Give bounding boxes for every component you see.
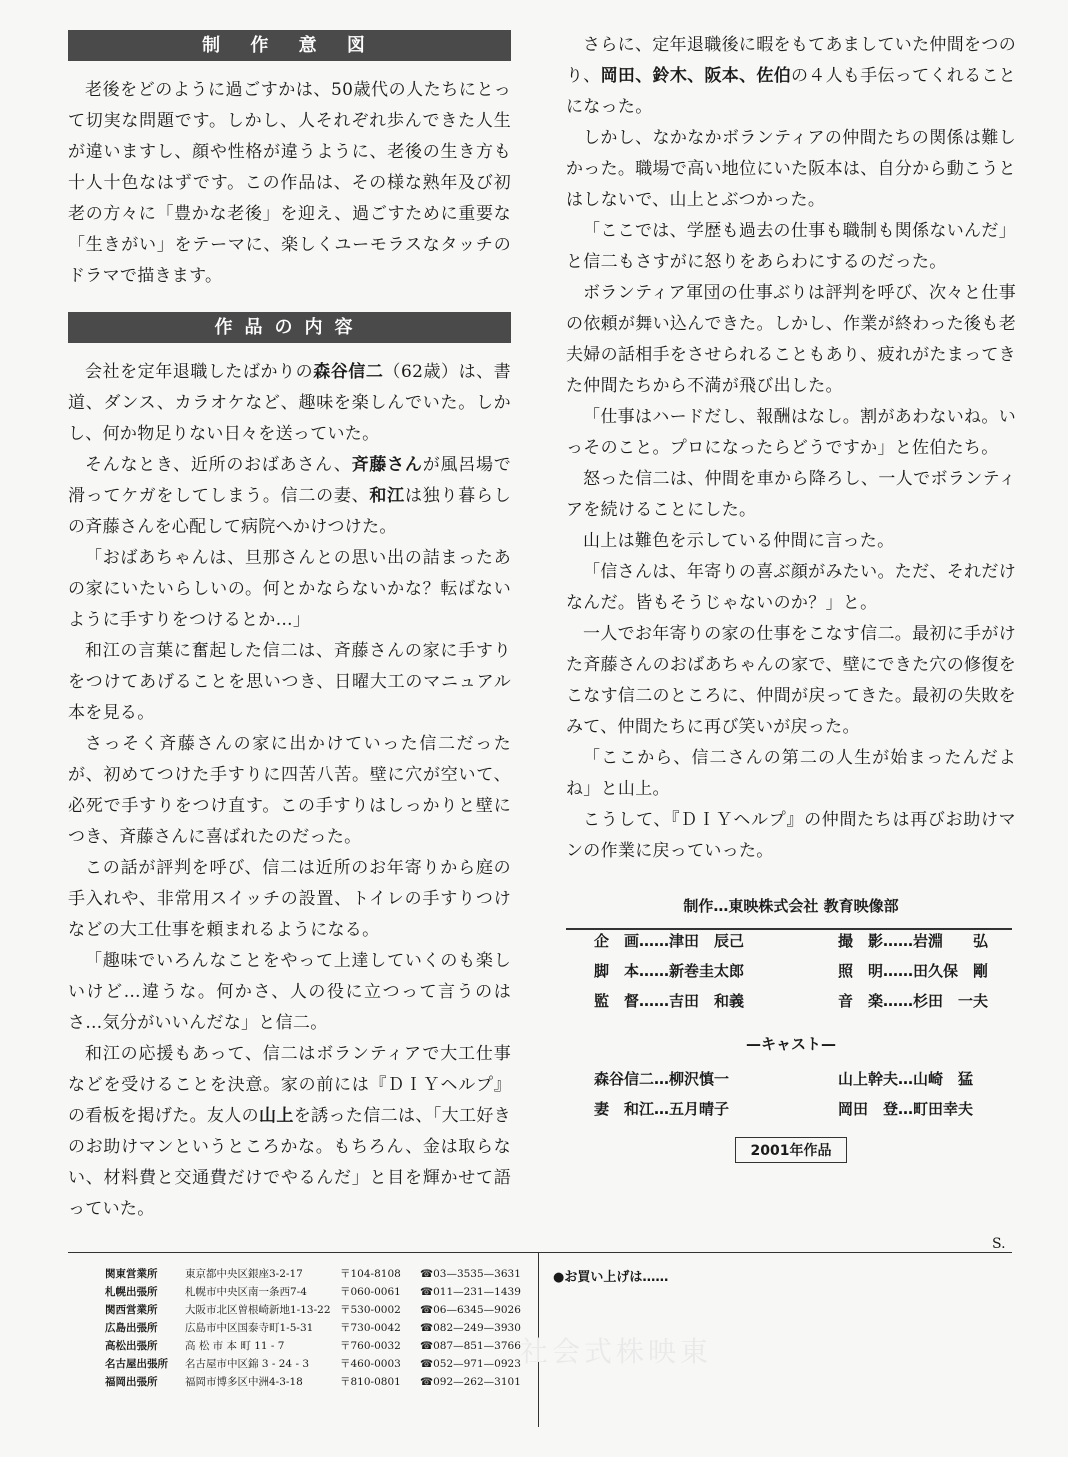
office-row: 関西営業所 大阪市北区曽根崎新地1-13-22 〒530-0002 ☎06—6345—9026 xyxy=(105,1304,521,1316)
staff-credit: 企 画……津田 辰己 xyxy=(594,932,745,950)
story-paragraph: 「信さんは、年寄りの喜ぶ顔がみたい。ただ、それだけなんだ。皆もそうじゃないのか？」と。 xyxy=(566,562,1016,613)
office-row: 名古屋出張所 名古屋市中区錦 3 - 24 - 3 〒460-0003 ☎052—971—0923 xyxy=(105,1358,521,1370)
right-column xyxy=(566,30,1016,1163)
staff-credit: 音 楽……杉田 一夫 xyxy=(838,992,989,1010)
story-paragraph: しかし、なかなかボランティアの仲間たちの関係は難しかった。職場で高い地位にいた阪本は、自分から動こうとはしないで、山上とぶつかった。 xyxy=(566,128,1016,210)
story-paragraph: ボランティア軍団の仕事ぶりは評判を呼び、次々と仕事の依頼が舞い込んできた。しかし、作業が終わった後も老夫婦の話相手をさせられることもあり、疲れがたまってきた仲間たちから不満が飛び出した。 xyxy=(566,283,1016,396)
credits-block xyxy=(566,895,1016,1163)
credits-divider xyxy=(566,928,1012,930)
office-list xyxy=(105,1265,530,1391)
story-paragraph: 山上は難色を示している仲間に言った。 xyxy=(583,531,895,551)
intent-paragraph: 老後をどのように過ごすかは、50歳代の人たちにとって切実な問題です。しかし、人それぞれ歩んできた人生が違いますし、顔や性格が違うように、老後の生き方も十人十色なはずです。この作品は、その様な熟年及び初老の方々に「豊かな老後」を迎え、過ごすために重要な「生きがい」をテーマに、楽しくユーモラスなタッチのドラマで描きます。 xyxy=(68,80,511,286)
cast-credit: 岡田 登…町田幸夫 xyxy=(838,1100,974,1118)
staff-credits xyxy=(594,930,1016,1011)
office-row: 札幌出張所 札幌市中央区南一条西7-4 〒060-0061 ☎011—231—1439 xyxy=(105,1286,521,1298)
cast-credit: 山上幹夫…山崎 猛 xyxy=(838,1070,974,1088)
staff-credit: 監 督……吉田 和義 xyxy=(594,992,745,1010)
office-row: 広島出張所 広島市中区国泰寺町1-5-31 〒730-0042 ☎082—249—3930 xyxy=(105,1322,521,1334)
cast-title: —キャスト— xyxy=(745,1035,836,1053)
content-header: 作品の内容 xyxy=(68,312,511,343)
story-paragraph: こうして、『ＤＩＹヘルプ』の仲間たちは再びお助けマンの作業に戻っていった。 xyxy=(566,810,1016,861)
story-paragraph: 「おばあちゃんは、旦那さんとの思い出の詰まったあの家にいたいらしいの。何とかならないかな？転ばないように手すりをつけるとか…」 xyxy=(68,548,511,630)
story-paragraph: 「仕事はハードだし、報酬はなし。割があわないね。いっそのこと。プロになったらどうですか」と佐伯たち。 xyxy=(566,407,1016,458)
story-paragraph: さらに、定年退職後に暇をもてあましていた仲間をつのり、岡田、鈴木、阪本、佐伯の４人も手伝ってくれることになった。 xyxy=(566,35,1016,117)
page-mark: S. xyxy=(992,1236,1006,1252)
production-year-badge: 2001年作品 xyxy=(735,1137,847,1163)
footer-divider xyxy=(68,1252,1012,1253)
story-paragraph: 怒った信二は、仲間を車から降ろし、一人でボランティアを続けることにした。 xyxy=(566,469,1016,520)
story-paragraph: 「ここでは、学歴も過去の仕事も職制も関係ないんだ」と信二もさすがに怒りをあらわにするのだった。 xyxy=(566,221,1016,272)
story-paragraph: 和江の応援もあって、信二はボランティアで大工仕事などを受けることを決意。家の前には『ＤＩＹヘルプ』の看板を掲げた。友人の山上を誘った信二は、「大工好きのお助けマンというところかな。もちろん、金は取らない、材料費と交通費だけでやるんだ」と目を輝かせて語っていた。 xyxy=(68,1044,511,1219)
story-paragraph: さっそく斉藤さんの家に出かけていった信二だったが、初めてつけた手すりに四苦八苦。壁に穴が空いて、必死で手すりをつけ直す。この手すりはしっかりと壁につき、斉藤さんに喜ばれたのだった。 xyxy=(68,734,511,847)
cast-credit: 森谷信二…柳沢慎一 xyxy=(594,1070,730,1088)
purchase-note: ●お買い上げは…… xyxy=(553,1270,669,1285)
cast-credits xyxy=(594,1068,1016,1119)
story-paragraph: この話が評判を呼び、信二は近所のお年寄りから庭の手入れや、非常用スイッチの設置、トイレの手すりつけなどの大工仕事を頼まれるようになる。 xyxy=(68,858,511,940)
story-paragraph: そんなとき、近所のおばあさん、斉藤さんが風呂場で滑ってケガをしてしまう。信二の妻、和江は独り暮らしの斉藤さんを心配して病院へかけつけた。 xyxy=(68,455,512,537)
production-credit: 制作…東映株式会社 教育映像部 xyxy=(683,897,899,915)
intent-header: 制 作 意 図 xyxy=(68,30,511,61)
story-paragraph: 一人でお年寄りの家の仕事をこなす信二。最初に手がけた斉藤さんのおばあちゃんの家で、壁にできた穴の修復をこなす信二のところに、仲間が戻ってきた。最初の失敗をみて、仲間たちに再び笑いが戻った。 xyxy=(566,624,1016,737)
story-paragraph: 会社を定年退職したばかりの森谷信二（62歳）は、書道、ダンス、カラオケなど、趣味を楽しんでいた。しかし、何か物足りない日々を送っていた。 xyxy=(68,362,511,444)
story-paragraph: 和江の言葉に奮起した信二は、斉藤さんの家に手すりをつけてあげることを思いつき、日曜大工のマニュアル本を見る。 xyxy=(68,641,511,723)
story-paragraph: 「趣味でいろんなことをやって上達していくのも楽しいけど…違うな。何かさ、人の役に立つって言うのはさ…気分がいいんだな」と信二。 xyxy=(68,951,511,1033)
office-row: 高松出張所 高 松 市 本 町 11 - 7 〒760-0032 ☎087—851—3766 xyxy=(105,1340,521,1352)
company-watermark: 社会式株映東 xyxy=(520,1335,713,1368)
story-paragraph: 「ここから、信二さんの第二の人生が始まったんだよね」と山上。 xyxy=(566,748,1016,799)
cast-credit: 妻 和江…五月晴子 xyxy=(594,1100,730,1118)
office-row: 福岡出張所 福岡市博多区中洲4-3-18 〒810-0801 ☎092—262—3101 xyxy=(105,1376,521,1388)
left-column xyxy=(68,30,511,1225)
office-row: 関東営業所 東京都中央区銀座3-2-17 〒104-8108 ☎03—3535—3631 xyxy=(105,1268,521,1280)
staff-credit: 撮 影……岩淵 弘 xyxy=(838,932,989,950)
staff-credit: 照 明……田久保 剛 xyxy=(838,962,989,980)
staff-credit: 脚 本……新巻圭太郎 xyxy=(594,962,745,980)
